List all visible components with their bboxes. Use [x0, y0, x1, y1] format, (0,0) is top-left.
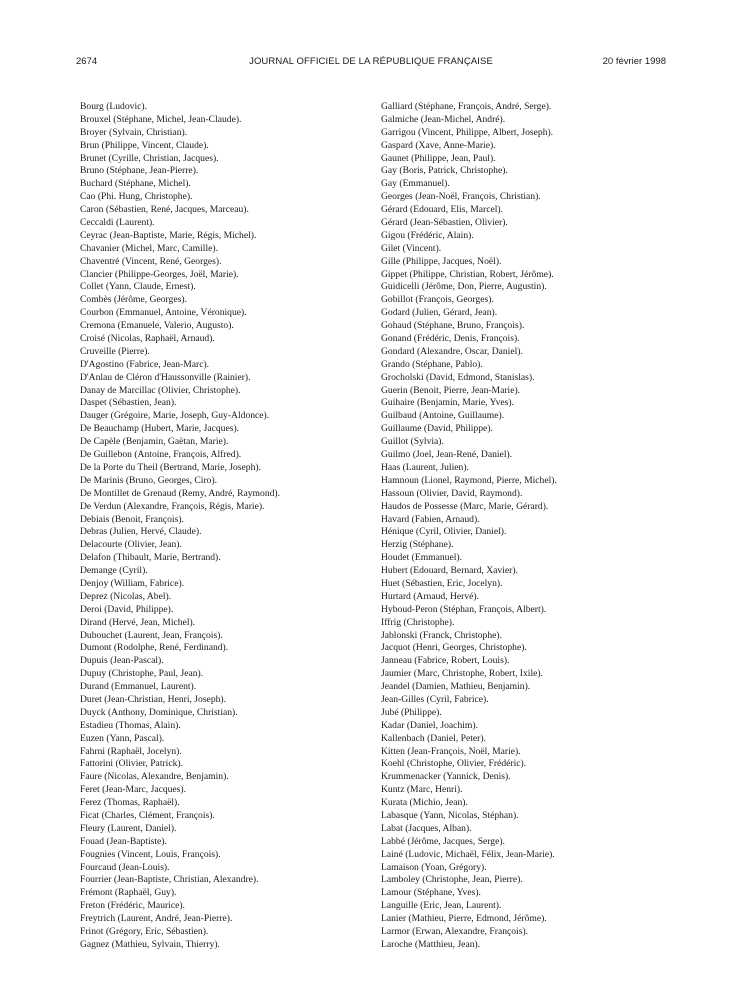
name-entry: Hassoun (Olivier, David, Raymond). — [381, 487, 523, 499]
name-entry: Daspet (Sébastien, Jean). — [80, 397, 177, 409]
name-entry: Lamour (Stéphane, Yves). — [381, 887, 481, 899]
name-entry: Labbé (Jérôme, Jacques, Serge). — [381, 835, 505, 847]
name-entry: Frémont (Raphaël, Guy). — [80, 887, 177, 899]
name-entry: Euzen (Yann, Pascal). — [80, 732, 165, 744]
name-entry: Denjoy (William, Fabrice). — [80, 577, 185, 589]
name-entry: Haudos de Possesse (Marc, Marie, Gérard). — [381, 500, 549, 512]
name-entry: Dubouchet (Laurent, Jean, François). — [80, 629, 223, 641]
name-entry: Frinot (Grégory, Eric, Sébastien). — [80, 926, 209, 937]
name-entry: Cruveille (Pierre). — [80, 345, 150, 357]
name-entry: Duyck (Anthony, Dominique, Christian). — [80, 706, 238, 718]
name-entry: Freton (Frédéric, Maurice). — [80, 900, 185, 912]
name-entry: Ficat (Charles, Clément, François). — [80, 809, 215, 821]
name-entry: Delafon (Thibault, Marie, Bertrand). — [80, 552, 221, 564]
name-entry: Gay (Boris, Patrick, Christophe). — [381, 165, 508, 177]
name-entry: Hénique (Cyril, Olivier, Daniel). — [381, 526, 507, 538]
name-entry: Brun (Philippe, Vincent, Claude). — [80, 139, 209, 151]
name-entry: Guerin (Benoit, Pierre, Jean-Marie). — [381, 384, 521, 396]
name-entry: De Beauchamp (Hubert, Marie, Jacques). — [80, 423, 240, 435]
name-entry: Dumont (Rodolphe, René, Ferdinand). — [80, 642, 229, 654]
name-entry: Fleury (Laurent, Daniel). — [80, 822, 177, 834]
name-entry: Clancier (Philippe-Georges, Joël, Marie). — [80, 268, 239, 280]
name-entry: Courbon (Emmanuel, Antoine, Véronique). — [80, 307, 247, 319]
name-entry: Gonand (Frédéric, Denis, François). — [381, 333, 520, 345]
name-entry: Bourg (Ludovic). — [80, 101, 147, 112]
name-entry: Hyboud-Peron (Stéphan, François, Albert). — [381, 603, 547, 615]
name-entry: Krummenacker (Yannick, Denis). — [381, 771, 511, 783]
name-entry: Huet (Sébastien, Eric, Jocelyn). — [381, 577, 503, 589]
name-entry: Fourcaud (Jean-Louis). — [80, 861, 170, 873]
name-entry: Fahrni (Raphaël, Jocelyn). — [80, 745, 182, 757]
name-entry: Galmiche (Jean-Michel, André). — [381, 113, 506, 125]
name-entry: Buchard (Stéphane, Michel). — [80, 178, 191, 190]
name-entry: Labasque (Yann, Nicolas, Stéphan). — [381, 809, 519, 821]
name-entry: Guidicelli (Jérôme, Don, Pierre, Augustin). — [381, 281, 547, 293]
name-entry: Durand (Emmanuel, Laurent). — [80, 681, 197, 693]
name-entry: Guilbaud (Antoine, Guillaume). — [381, 410, 505, 422]
name-entry: Fattorini (Olivier, Patrick). — [80, 758, 183, 770]
name-entry: Jeandel (Damien, Mathieu, Benjamin). — [381, 681, 531, 693]
name-entry: Gippet (Philippe, Christian, Robert, Jérôme). — [381, 268, 554, 280]
name-entry: Lamaison (Yoan, Grégory). — [381, 861, 487, 873]
name-entry: Guillot (Sylvia). — [381, 436, 444, 448]
name-entry: Guihaire (Benjamin, Marie, Yves). — [381, 397, 514, 409]
publication-date: 20 février 1998 — [602, 56, 666, 67]
name-entry: Hubert (Edouard, Bernard, Xavier). — [381, 565, 518, 577]
name-entry: Laroche (Matthieu, Jean). — [381, 938, 481, 950]
name-entry: Jablonski (Franck, Christophe). — [381, 629, 502, 641]
name-entry: Janneau (Fabrice, Robert, Louis). — [381, 655, 510, 667]
name-entry: Dirand (Hervé, Jean, Michel). — [80, 616, 196, 628]
name-entry: Grando (Stéphane, Pablo). — [381, 358, 483, 370]
name-entry: Dupuy (Christophe, Paul, Jean). — [80, 668, 204, 680]
name-entry: Fougnies (Vincent, Louis, François). — [80, 848, 221, 860]
name-entry: Gérard (Jean-Sébastien, Olivier). — [381, 217, 508, 229]
name-entry: Kuntz (Marc, Henri). — [381, 784, 463, 796]
name-entry: Estadieu (Thomas, Alain). — [80, 719, 181, 731]
name-entry: Debiais (Benoit, François). — [80, 513, 184, 525]
name-entry: Havard (Fabien, Arnaud). — [381, 513, 480, 525]
name-entry: Languille (Eric, Jean, Laurent). — [381, 900, 502, 912]
name-entry: Galliard (Stéphane, François, André, Serge). — [381, 101, 552, 112]
name-entry: Gondard (Alexandre, Oscar, Daniel). — [381, 345, 523, 357]
name-entry: Combès (Jérôme, Georges). — [80, 294, 187, 306]
name-entry: Gaspard (Xave, Anne-Marie). — [381, 139, 496, 151]
name-entry: Lainé (Ludovic, Michaël, Félix, Jean-Marie). — [381, 848, 555, 860]
name-entry: Gagnez (Mathieu, Sylvain, Thierry). — [80, 938, 220, 950]
name-entry: De Montillet de Grenaud (Remy, André, Raymond). — [80, 487, 281, 499]
name-entry: Garrigou (Vincent, Philippe, Albert, Joseph). — [381, 126, 554, 138]
name-entry: De Marinis (Bruno, Georges, Ciro). — [80, 474, 218, 486]
name-entry: D'Anlau de Cléron d'Haussonville (Rainier). — [80, 371, 251, 383]
name-entry: Chavanier (Michel, Marc, Camille). — [80, 242, 218, 254]
name-entry: Croisé (Nicolas, Raphaël, Arnaud). — [80, 333, 215, 345]
name-entry: Bruno (Stéphane, Jean-Pierre). — [80, 165, 199, 177]
name-entry: Godard (Julien, Gérard, Jean). — [381, 307, 498, 319]
journal-title: JOURNAL OFFICIEL DE LA RÉPUBLIQUE FRANÇAISE — [249, 56, 493, 67]
name-entry: Danay de Marcillac (Olivier, Christophe). — [80, 384, 241, 396]
name-entry: Jacquot (Henri, Georges, Christophe). — [381, 642, 527, 654]
name-entry: Fouad (Jean-Baptiste). — [80, 835, 167, 847]
page-number: 2674 — [76, 56, 98, 67]
name-entry: Iffrig (Christophe). — [381, 616, 455, 628]
name-entry: Faure (Nicolas, Alexandre, Benjamin). — [80, 771, 229, 783]
name-entry: Koehl (Christophe, Olivier, Frédéric). — [381, 758, 527, 770]
name-entry: Feret (Jean-Marc, Jacques). — [80, 784, 187, 796]
name-entry: Gilet (Vincent). — [381, 242, 442, 254]
name-entry: Labat (Jacques, Alban). — [381, 822, 472, 834]
name-entry: Jaumier (Marc, Christophe, Robert, Ixile). — [381, 668, 543, 680]
name-entry: De la Porte du Theil (Bertrand, Marie, Joseph). — [80, 461, 261, 473]
name-entry: De Guillebon (Antoine, François, Alfred). — [80, 449, 242, 461]
name-entry: Gille (Philippe, Jacques, Noël). — [381, 255, 502, 267]
name-entry: De Capèle (Benjamin, Gaëtan, Marie). — [80, 436, 229, 448]
name-entry: Ceyrac (Jean-Baptiste, Marie, Régis, Michel). — [80, 229, 257, 241]
name-entry: De Verdun (Alexandre, François, Régis, Marie). — [80, 500, 265, 512]
name-entry: Dupuis (Jean-Pascal). — [80, 655, 164, 667]
name-entry: Gobillot (François, Georges). — [381, 294, 494, 306]
name-entry: Houdet (Emmanuel). — [381, 552, 462, 564]
name-entry: Brouxel (Stéphane, Michel, Jean-Claude). — [80, 113, 242, 125]
right-name-column — [381, 101, 661, 952]
name-entry: Caron (Sébastien, René, Jacques, Marceau). — [80, 204, 249, 216]
name-entry: Gaunet (Philippe, Jean, Paul). — [381, 152, 496, 164]
name-entry: Brunet (Cyrille, Christian, Jacques). — [80, 152, 219, 164]
name-entry: Deroi (David, Philippe). — [80, 603, 174, 615]
name-entry: Haas (Laurent, Julien). — [381, 461, 469, 473]
name-entry: Kadar (Daniel, Joachim). — [381, 719, 478, 731]
name-entry: D'Agostino (Fabrice, Jean-Marc). — [80, 358, 210, 370]
name-entry: Gigou (Frédéric, Alain). — [381, 229, 474, 241]
name-entry: Fourrier (Jean-Baptiste, Christian, Alexandre). — [80, 874, 259, 886]
name-entry: Lamboley (Christophe, Jean, Pierre). — [381, 874, 523, 886]
name-entry: Guilmo (Joel, Jean-René, Daniel). — [381, 449, 513, 461]
name-entry: Guillaume (David, Philippe). — [381, 423, 493, 435]
name-entry: Dauger (Grégoire, Marie, Joseph, Guy-Aldonce). — [80, 410, 270, 422]
name-entry: Gay (Emmanuel). — [381, 178, 450, 190]
name-entry: Broyer (Sylvain, Christian). — [80, 126, 188, 138]
name-entry: Ceccaldi (Laurent). — [80, 217, 155, 229]
name-entry: Kallenbach (Daniel, Peter). — [381, 732, 486, 744]
name-entry: Chaventré (Vincent, René, Georges). — [80, 255, 222, 267]
name-entry: Cao (Phi. Hung, Christophe). — [80, 191, 193, 203]
name-entry: Delacourte (Olivier, Jean). — [80, 539, 182, 551]
name-entry: Ferez (Thomas, Raphaël). — [80, 797, 180, 809]
left-name-column — [80, 101, 360, 952]
name-entry: Deprez (Nicolas, Abel). — [80, 590, 172, 602]
name-entry: Hurtard (Arnaud, Hervé). — [381, 590, 480, 602]
name-entry: Jean-Gilles (Cyril, Fabrice). — [381, 693, 489, 705]
name-entry: Hamnoun (Lionel, Raymond, Pierre, Michel). — [381, 474, 557, 486]
name-entry: Herzig (Stéphane). — [381, 539, 454, 551]
name-entry: Collet (Yann, Claude, Ernest). — [80, 281, 196, 293]
name-entry: Gérard (Edouard, Elis, Marcel). — [381, 204, 504, 216]
name-entry: Duret (Jean-Christian, Henri, Joseph). — [80, 693, 227, 705]
name-entry: Grocholski (David, Edmond, Stanislas). — [381, 371, 535, 383]
name-entry: Kurata (Michio, Jean). — [381, 797, 468, 809]
name-entry: Larmor (Erwan, Alexandre, François). — [381, 926, 529, 937]
name-entry: Kitten (Jean-François, Noël, Marie). — [381, 745, 521, 757]
name-entry: Jubé (Philippe). — [381, 706, 442, 718]
name-entry: Debras (Julien, Hervé, Claude). — [80, 526, 202, 538]
name-entry: Gohaud (Stéphane, Bruno, François). — [381, 320, 525, 332]
page-header — [76, 56, 666, 70]
name-entry: Cremona (Emanuele, Valerio, Augusto). — [80, 320, 234, 332]
name-entry: Demange (Cyril). — [80, 565, 148, 577]
name-entry: Lanier (Mathieu, Pierre, Edmond, Jérôme). — [381, 913, 547, 925]
name-entry: Georges (Jean-Noël, François, Christian). — [381, 191, 541, 203]
name-entry: Freytrich (Laurent, André, Jean-Pierre). — [80, 913, 233, 925]
